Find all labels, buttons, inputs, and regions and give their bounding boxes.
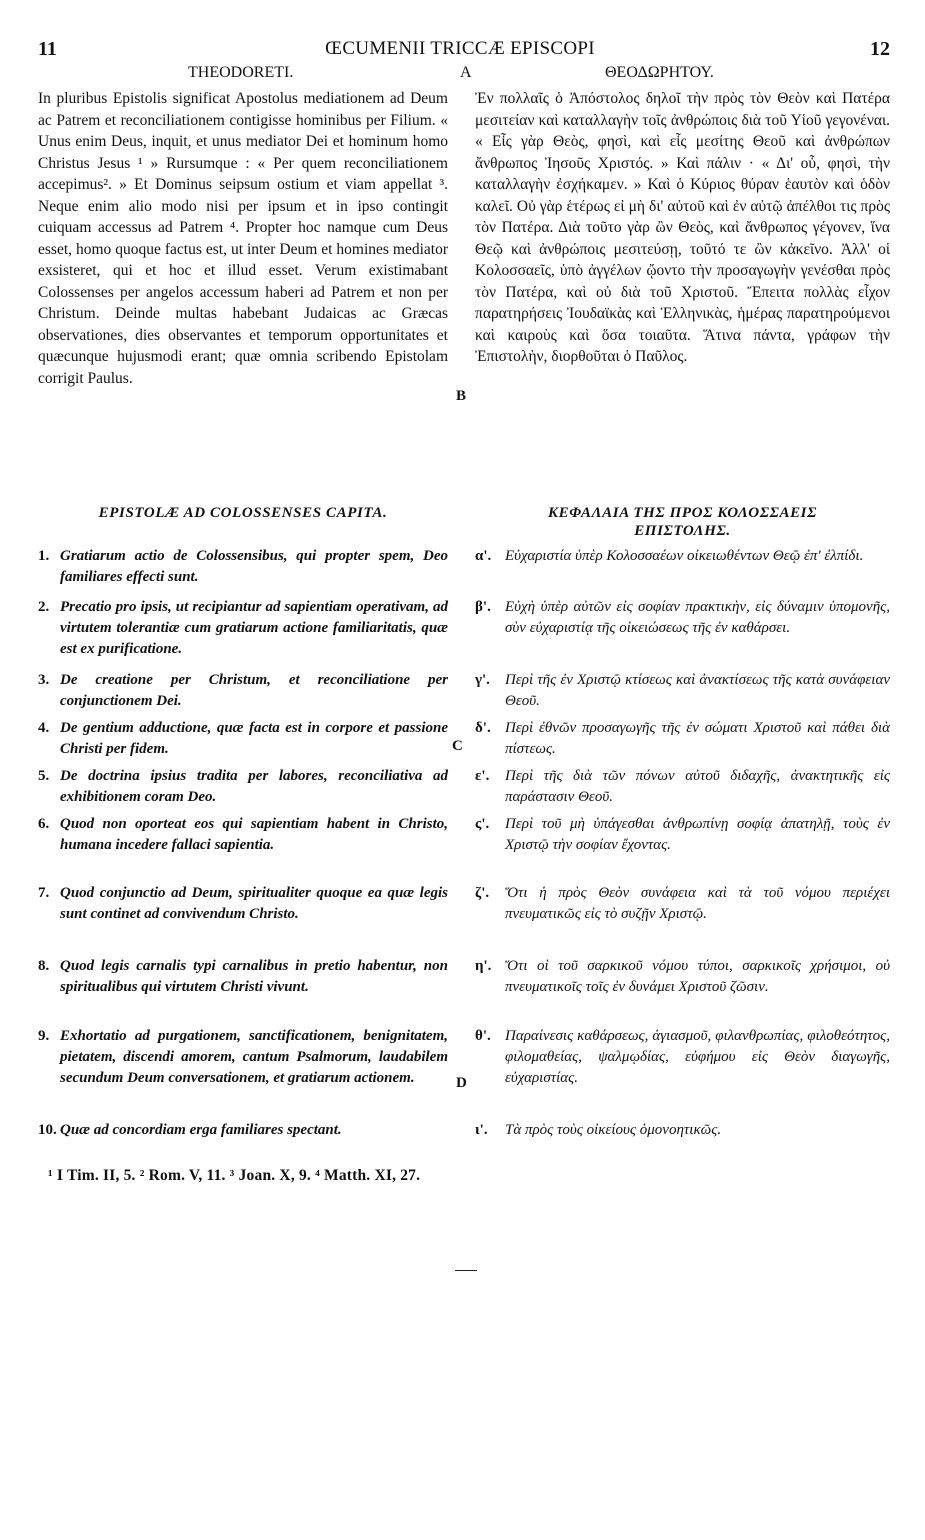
greek-chapter-item	[475, 814, 890, 856]
chapter-number: ε'.	[475, 768, 490, 784]
chapter-text: Παραίνεσις καθάρσεως, ἁγιασμοῦ, φιλανθρωπίας, φιλοθεότητος, φιλομαθείας, ψαλμῳδίας, εὐφήμου εἰς Θεὸν διαγωγῆς, εὐχαριστίας.	[505, 1028, 890, 1086]
chapter-number: 3.	[38, 672, 50, 688]
chapter-number: β'.	[475, 599, 491, 615]
chapter-number: ς'.	[475, 816, 490, 832]
chapter-number: α'.	[475, 548, 492, 564]
chapter-text: Περὶ τοῦ μὴ ὑπάγεσθαι ἀνθρωπίνῃ σοφίᾳ ἀπατηλῇ, τοὺς ἐν Χριστῷ τὴν σοφίαν ἔχοντας.	[505, 816, 890, 853]
margin-letter-a: A	[460, 64, 472, 81]
footnotes: ¹ I Tim. II, 5. ² Rom. V, 11. ³ Joan. X, 9. ⁴ Matth. XI, 27.	[48, 1167, 421, 1184]
greek-chapter-item	[475, 718, 890, 760]
chapter-text: De gentium adductione, quæ facta est in corpore et passione Christi per fidem.	[60, 720, 448, 757]
greek-chapter-item	[475, 597, 890, 639]
chapter-text: Τὰ πρὸς τοὺς οἰκείους ὁμονοητικῶς.	[505, 1122, 722, 1138]
chapter-number: ζ'.	[475, 885, 490, 901]
chapter-number: 4.	[38, 720, 50, 736]
greek-chapter-item	[475, 1120, 890, 1141]
margin-letter-d: D	[456, 1075, 467, 1091]
end-rule	[455, 1270, 477, 1271]
chapter-number: 9.	[38, 1028, 50, 1044]
chapter-text: De doctrina ipsius tradita per labores, reconciliativa ad exhibitionem coram Deo.	[60, 768, 448, 805]
chapter-text: Quod legis carnalis typi carnalibus in pretio habentur, non spiritualibus qui virtutem Christi vivunt.	[60, 958, 448, 995]
latin-chapter-item	[38, 1026, 448, 1089]
greek-chapter-item	[475, 1026, 890, 1089]
latin-chapter-list	[38, 0, 448, 1160]
chapter-text: De creatione per Christum, et reconciliatione per conjunctionem Dei.	[60, 672, 448, 709]
chapter-number: 2.	[38, 599, 50, 615]
chapter-number: 7.	[38, 885, 50, 901]
margin-letter-c: C	[452, 738, 463, 754]
greek-author-heading: ΘΕΟΔΩΡΗΤΟΥ.	[605, 64, 714, 81]
chapter-number: 8.	[38, 958, 50, 974]
chapter-text: Ὅτι ἡ πρὸς Θεὸν συνάφεια καὶ τὰ τοῦ νόμου περιέχει πνευματικῶς εἰς τὸ συζῇν Χριστῷ.	[505, 885, 890, 922]
chapter-text: Quod conjunctio ad Deum, spiritualiter quoque ea quæ legis sunt continet ad convivendum Christo.	[60, 885, 448, 922]
latin-intro-paragraph: In pluribus Epistolis significat Apostolus mediationem ad Deum ac Patrem et reconciliationem contigisse hominibus per Filium. « Unus enim Deus, inquit, et unus mediator Dei et hominum homo Christus Jesus ¹ » Rursumque : « Per quem reconciliationem accepimus². » Et Dominus seipsum ostium et viam appellat ³. Neque enim alio modo nisi per ipsum et in ipso contingit cuiquam accessus ad Patrem ⁴. Propter hoc namque cum Deus esset, homo quoque factus est, ut inter Deum et homines mediator exsisteret, qui et hoc et illud esset. Verum existimabant Colossenses per angelos accessum haberi ad Patrem et non per Christum. Deinde multas habebant Judaicas ac Græcas observationes, dies observantes et temporum opportunitates et quæcunque hujusmodi erant; quæ omnia scribendo Epistolam corrigit Paulus.	[38, 90, 448, 387]
chapter-number: 6.	[38, 816, 50, 832]
latin-chapters-heading: EPISTOLÆ AD COLOSSENSES CAPITA.	[98, 505, 388, 521]
greek-chapter-item	[475, 956, 890, 998]
page-number-right: 12	[870, 38, 890, 60]
greek-chapters-heading-line1: ΚΕΦΑΛΑΙΑ ΤΗΣ ΠΡΟΣ ΚΟΛΟΣΣΑΕΙΣ	[547, 505, 818, 521]
latin-chapter-item	[38, 956, 448, 998]
chapter-text: Quæ ad concordiam erga familiares spectant.	[60, 1122, 342, 1138]
margin-letter-b: B	[456, 388, 467, 404]
chapter-text: Gratiarum actio de Colossensibus, qui propter spem, Deo familiares effecti sunt.	[60, 548, 448, 585]
chapter-number: 10.	[38, 1122, 57, 1138]
latin-chapter-item	[38, 546, 448, 588]
chapter-text: Quod non oporteat eos qui sapientiam habent in Christo, humana incedere fallaci sapientia.	[60, 816, 448, 853]
greek-chapter-item	[475, 546, 890, 567]
chapter-text: Εὐχαριστία ὑπὲρ Κολοσσαέων οἰκειωθέντων Θεῷ ἐπ' ἐλπίδι.	[505, 548, 864, 564]
running-title: ŒCUMENII TRICCÆ EPISCOPI	[325, 38, 595, 59]
latin-chapter-item	[38, 766, 448, 808]
chapter-number: 1.	[38, 548, 50, 564]
greek-chapter-list	[475, 0, 890, 1160]
latin-chapter-item	[38, 718, 448, 760]
chapter-text: Περὶ τῆς ἐν Χριστῷ κτίσεως καὶ ἀνακτίσεως τῆς κατὰ συνάφειαν Θεοῦ.	[505, 672, 890, 709]
latin-chapter-item	[38, 814, 448, 856]
greek-chapter-item	[475, 883, 890, 925]
chapter-number: θ'.	[475, 1028, 491, 1044]
greek-chapters-heading-line2: ΕΠΙΣΤΟΛΗΣ.	[634, 523, 731, 539]
chapter-text: Ὅτι οἱ τοῦ σαρκικοῦ νόμου τύποι, σαρκικοῖς χρήσιμοι, οὐ πνευματικοῖς τοῖς ἐν δυνάμει Χριστοῦ ζῶσιν.	[505, 958, 890, 995]
chapter-text: Εὐχὴ ὑπὲρ αὐτῶν εἰς σοφίαν πρακτικὴν, εἰς δύναμιν ὑπομονῆς, σὺν εὐχαριστίᾳ τῆς οἰκειώσεως τῆς ἐν καθάρσει.	[505, 599, 890, 636]
latin-chapter-item	[38, 883, 448, 925]
greek-chapter-item	[475, 766, 890, 808]
latin-author-heading: THEODORETI.	[188, 64, 294, 81]
chapter-number: η'.	[475, 958, 492, 974]
greek-intro-paragraph: Ἐν πολλαῖς ὁ Ἀπόστολος δηλοῖ τὴν πρὸς τὸν Θεὸν καὶ Πατέρα μεσιτείαν καὶ καταλλαγὴν τοῖς ἀνθρώποις διὰ τοῦ Υἱοῦ γεγονέναι. « Εἷς γὰρ Θεὸς, φησὶ, καὶ εἷς μεσίτης Θεοῦ καὶ ἀνθρώπων ἄνθρωπος Ἰησοῦς Χριστός. » Καὶ πάλιν · « Δι' οὗ, φησὶ, τὴν καταλλαγὴν ἐσχήκαμεν. » Καὶ ὁ Κύριος θύραν ἑαυτὸν καὶ ὁδὸν καλεῖ. Οὐ γὰρ ἑτέρως εἰ μὴ δι' αὐτοῦ καὶ ἐν αὐτῷ ἀπέλθοι τις πρὸς τὸν Πατέρα. Διὰ τοῦτο γὰρ ὢν Θεὸς, καὶ ἄνθρωπος γέγονεν, ἵνα Θεῷ καὶ ἀνθρώποις μεσιτεύσῃ, τοῦτό τε ὢν κἀκεῖνο. Ἀλλ' οἱ Κολοσσαεῖς, ὑπὸ ἀγγέλων ᾤοντο τὴν προσαγωγὴν γενέσθαι πρὸς τὸν Πατέρα, καὶ οὐ διὰ τοῦ Χριστοῦ. Ἔπειτα πολλὰς εἶχον παρατηρήσεις Ἰουδαϊκὰς καὶ Ἑλληνικὰς, ἡμέρας παρατηρούμενοι καὶ καιροὺς καὶ ὅσα τοιαῦτα. Ἅτινα πάντα, γράφων τὴν Ἐπιστολὴν, διορθοῦται ὁ Παῦλος.	[475, 90, 890, 365]
chapter-text: Exhortatio ad purgationem, sanctificationem, benignitatem, pietatem, discendi amorem, cantum Psalmorum, laudabilem secundum Deum conversationem, et gratiarum actionem.	[60, 1028, 448, 1086]
chapter-text: Περὶ τῆς διὰ τῶν πόνων αὐτοῦ διδαχῆς, ἀνακτητικῆς εἰς παράστασιν Θεοῦ.	[505, 768, 890, 805]
latin-chapter-item	[38, 1120, 448, 1141]
chapter-text: Precatio pro ipsis, ut recipiantur ad sapientiam operativam, ad virtutem tolerantiæ cum gratiarum actione familiaritatis, quæ est ex purificatione.	[60, 599, 448, 657]
latin-chapter-item	[38, 670, 448, 712]
chapter-text: Περὶ ἐθνῶν προσαγωγῆς τῆς ἐν σώματι Χριστοῦ καὶ πάθει διὰ πίστεως.	[505, 720, 890, 757]
page-number-left: 11	[38, 38, 57, 60]
chapter-number: ι'.	[475, 1122, 488, 1138]
chapter-number: γ'.	[475, 672, 490, 688]
chapter-number: δ'.	[475, 720, 491, 736]
greek-chapter-item	[475, 670, 890, 712]
latin-chapter-item	[38, 597, 448, 660]
chapter-number: 5.	[38, 768, 50, 784]
